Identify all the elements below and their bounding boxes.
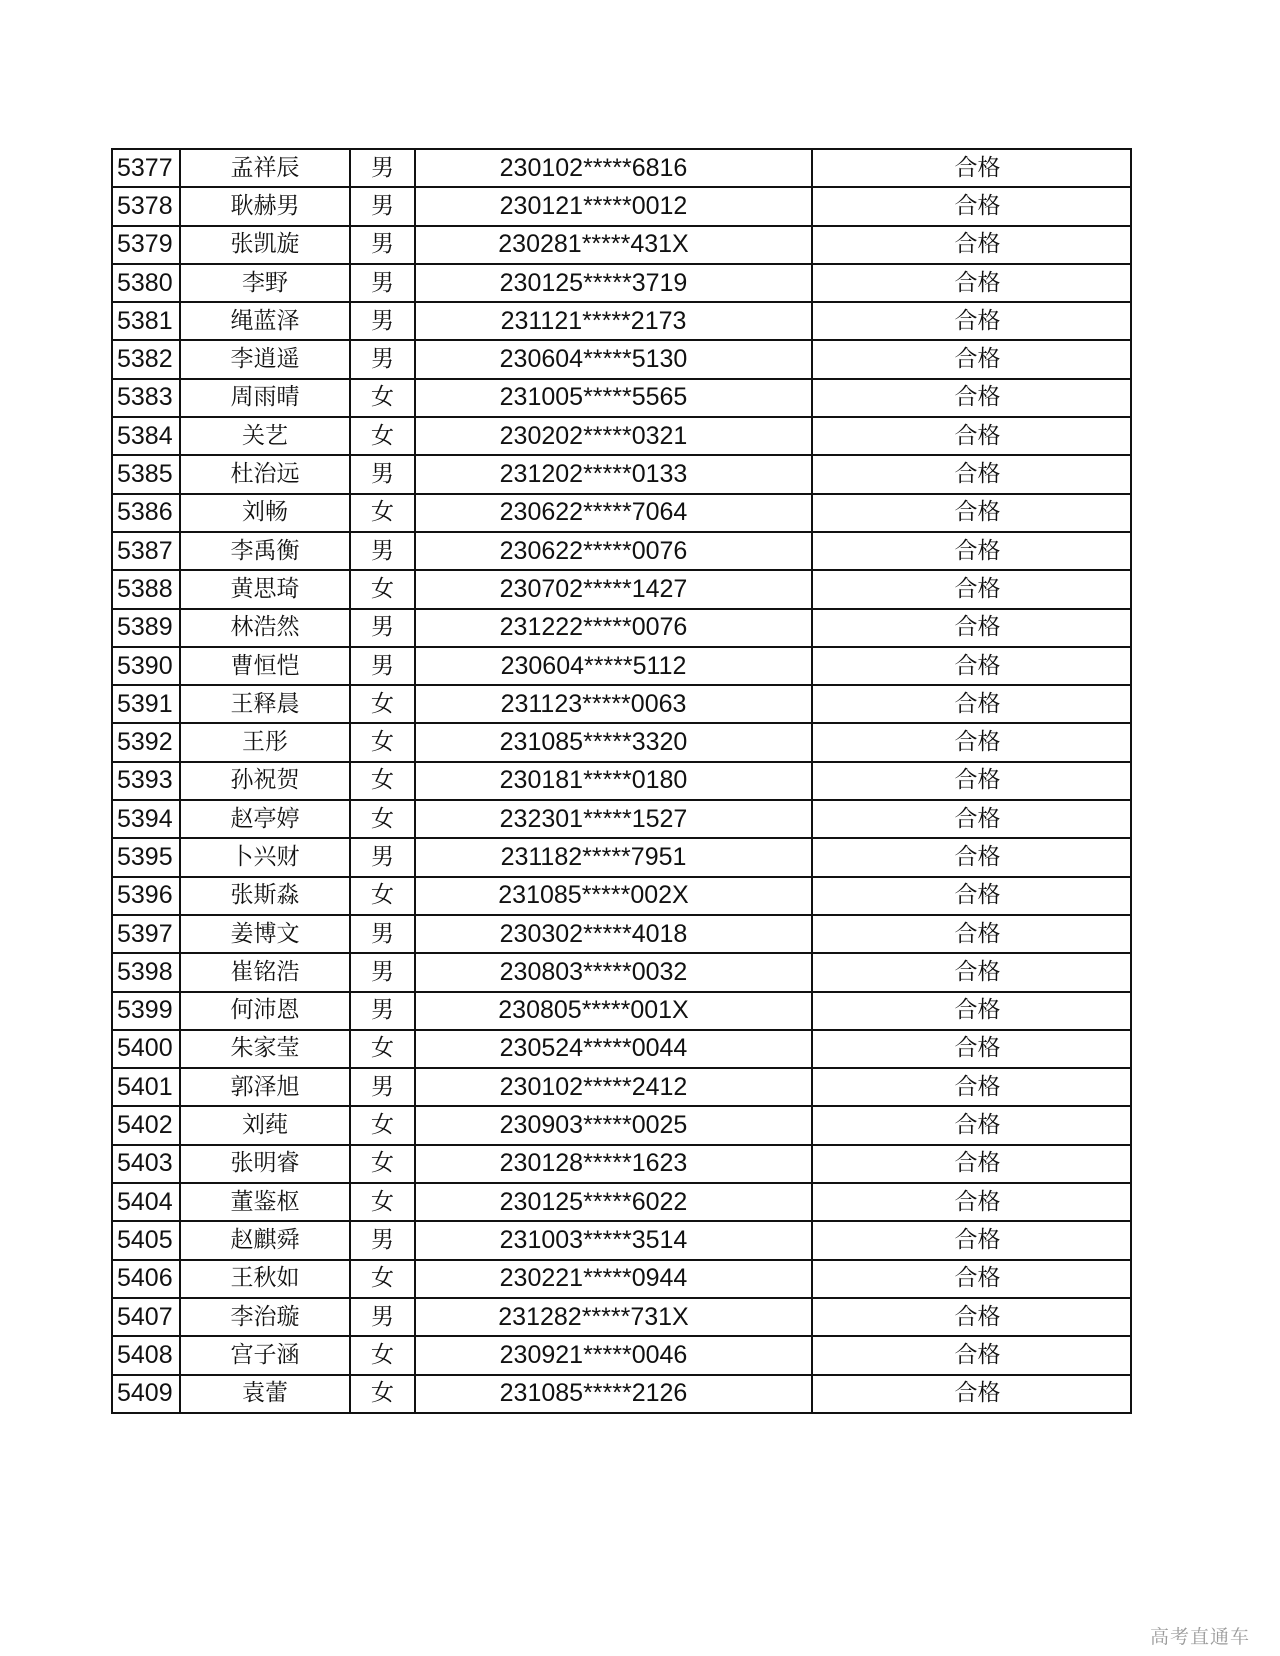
id-number: 230281*****431X — [415, 226, 812, 264]
result-status: 合格 — [812, 800, 1131, 838]
id-number: 231005*****5565 — [415, 379, 812, 417]
result-status: 合格 — [812, 302, 1131, 340]
row-number: 5407 — [112, 1298, 180, 1336]
row-number: 5397 — [112, 915, 180, 953]
result-status: 合格 — [812, 340, 1131, 378]
id-number: 230622*****0076 — [415, 532, 812, 570]
row-number: 5399 — [112, 992, 180, 1030]
gender-cell: 女 — [350, 1336, 415, 1374]
person-name: 绳蓝泽 — [180, 302, 350, 340]
person-name: 关艺 — [180, 417, 350, 455]
person-name: 张明睿 — [180, 1145, 350, 1183]
person-name: 杜治远 — [180, 455, 350, 493]
person-name: 李治璇 — [180, 1298, 350, 1336]
table-row — [112, 647, 1131, 685]
id-number: 230221*****0944 — [415, 1260, 812, 1298]
table-row — [112, 685, 1131, 723]
row-number: 5390 — [112, 647, 180, 685]
table-row — [112, 187, 1131, 225]
result-status: 合格 — [812, 149, 1131, 187]
table-row — [112, 379, 1131, 417]
id-number: 231123*****0063 — [415, 685, 812, 723]
gender-cell: 男 — [350, 149, 415, 187]
row-number: 5387 — [112, 532, 180, 570]
person-name: 朱家莹 — [180, 1030, 350, 1068]
gender-cell: 女 — [350, 1030, 415, 1068]
result-status: 合格 — [812, 609, 1131, 647]
id-number: 230604*****5130 — [415, 340, 812, 378]
result-status: 合格 — [812, 532, 1131, 570]
result-status: 合格 — [812, 992, 1131, 1030]
table-row — [112, 570, 1131, 608]
id-number: 231222*****0076 — [415, 609, 812, 647]
id-number: 230125*****3719 — [415, 264, 812, 302]
id-number: 230921*****0046 — [415, 1336, 812, 1374]
person-name: 董鉴枢 — [180, 1183, 350, 1221]
row-number: 5395 — [112, 838, 180, 876]
id-number: 231085*****2126 — [415, 1375, 812, 1413]
table-row — [112, 302, 1131, 340]
result-status: 合格 — [812, 1068, 1131, 1106]
table-row — [112, 1298, 1131, 1336]
gender-cell: 女 — [350, 1145, 415, 1183]
person-name: 孙祝贺 — [180, 762, 350, 800]
person-name: 姜博文 — [180, 915, 350, 953]
id-number: 231202*****0133 — [415, 455, 812, 493]
table-row — [112, 1068, 1131, 1106]
id-number: 232301*****1527 — [415, 800, 812, 838]
id-number: 230102*****2412 — [415, 1068, 812, 1106]
id-number: 230125*****6022 — [415, 1183, 812, 1221]
gender-cell: 男 — [350, 1298, 415, 1336]
gender-cell: 男 — [350, 532, 415, 570]
person-name: 郭泽旭 — [180, 1068, 350, 1106]
table-row — [112, 340, 1131, 378]
person-name: 王释晨 — [180, 685, 350, 723]
row-number: 5405 — [112, 1221, 180, 1259]
gender-cell: 男 — [350, 647, 415, 685]
gender-cell: 女 — [350, 379, 415, 417]
table-row — [112, 226, 1131, 264]
result-status: 合格 — [812, 1106, 1131, 1144]
row-number: 5378 — [112, 187, 180, 225]
row-number: 5401 — [112, 1068, 180, 1106]
id-number: 230805*****001X — [415, 992, 812, 1030]
result-status: 合格 — [812, 1145, 1131, 1183]
table-row — [112, 953, 1131, 991]
table-row — [112, 417, 1131, 455]
person-name: 刘畅 — [180, 494, 350, 532]
id-number: 230121*****0012 — [415, 187, 812, 225]
gender-cell: 男 — [350, 302, 415, 340]
person-name: 崔铭浩 — [180, 953, 350, 991]
person-name: 刘莼 — [180, 1106, 350, 1144]
result-status: 合格 — [812, 187, 1131, 225]
gender-cell: 女 — [350, 1183, 415, 1221]
person-name: 王彤 — [180, 723, 350, 761]
result-status: 合格 — [812, 953, 1131, 991]
person-name: 孟祥辰 — [180, 149, 350, 187]
table-row — [112, 1375, 1131, 1413]
result-status: 合格 — [812, 723, 1131, 761]
table-row — [112, 877, 1131, 915]
id-number: 230604*****5112 — [415, 647, 812, 685]
person-name: 张斯淼 — [180, 877, 350, 915]
gender-cell: 男 — [350, 992, 415, 1030]
gender-cell: 男 — [350, 609, 415, 647]
person-name: 赵麒舜 — [180, 1221, 350, 1259]
result-status: 合格 — [812, 570, 1131, 608]
row-number: 5386 — [112, 494, 180, 532]
row-number: 5384 — [112, 417, 180, 455]
id-number: 231182*****7951 — [415, 838, 812, 876]
result-status: 合格 — [812, 647, 1131, 685]
gender-cell: 男 — [350, 953, 415, 991]
row-number: 5394 — [112, 800, 180, 838]
row-number: 5392 — [112, 723, 180, 761]
result-status: 合格 — [812, 762, 1131, 800]
id-number: 230903*****0025 — [415, 1106, 812, 1144]
row-number: 5408 — [112, 1336, 180, 1374]
id-number: 230181*****0180 — [415, 762, 812, 800]
table-row — [112, 838, 1131, 876]
gender-cell: 女 — [350, 1106, 415, 1144]
table-row — [112, 915, 1131, 953]
table-row — [112, 1030, 1131, 1068]
gender-cell: 男 — [350, 838, 415, 876]
result-status: 合格 — [812, 1260, 1131, 1298]
result-status: 合格 — [812, 226, 1131, 264]
row-number: 5383 — [112, 379, 180, 417]
table-row — [112, 455, 1131, 493]
result-status: 合格 — [812, 1336, 1131, 1374]
table-row — [112, 494, 1131, 532]
row-number: 5404 — [112, 1183, 180, 1221]
result-status: 合格 — [812, 379, 1131, 417]
row-number: 5379 — [112, 226, 180, 264]
table-row — [112, 1145, 1131, 1183]
result-status: 合格 — [812, 1298, 1131, 1336]
result-status: 合格 — [812, 494, 1131, 532]
person-name: 耿赫男 — [180, 187, 350, 225]
id-number: 230803*****0032 — [415, 953, 812, 991]
table-row — [112, 532, 1131, 570]
table-row — [112, 1260, 1131, 1298]
id-number: 231085*****002X — [415, 877, 812, 915]
table-row — [112, 992, 1131, 1030]
watermark-text: 高考直通车 — [1149, 1626, 1250, 1648]
person-name: 袁蕾 — [180, 1375, 350, 1413]
row-number: 5396 — [112, 877, 180, 915]
row-number: 5377 — [112, 149, 180, 187]
row-number: 5403 — [112, 1145, 180, 1183]
gender-cell: 女 — [350, 570, 415, 608]
gender-cell: 男 — [350, 1068, 415, 1106]
gender-cell: 男 — [350, 455, 415, 493]
person-name: 李野 — [180, 264, 350, 302]
id-number: 230622*****7064 — [415, 494, 812, 532]
table-row — [112, 1221, 1131, 1259]
roster-table — [111, 148, 1132, 1414]
id-number: 231282*****731X — [415, 1298, 812, 1336]
gender-cell: 女 — [350, 494, 415, 532]
person-name: 王秋如 — [180, 1260, 350, 1298]
person-name: 李逍遥 — [180, 340, 350, 378]
person-name: 张凯旋 — [180, 226, 350, 264]
row-number: 5389 — [112, 609, 180, 647]
result-status: 合格 — [812, 1183, 1131, 1221]
table-row — [112, 1106, 1131, 1144]
person-name: 周雨晴 — [180, 379, 350, 417]
person-name: 李禹衡 — [180, 532, 350, 570]
row-number: 5382 — [112, 340, 180, 378]
result-status: 合格 — [812, 264, 1131, 302]
row-number: 5388 — [112, 570, 180, 608]
row-number: 5380 — [112, 264, 180, 302]
gender-cell: 女 — [350, 762, 415, 800]
result-status: 合格 — [812, 455, 1131, 493]
person-name: 卜兴财 — [180, 838, 350, 876]
id-number: 231085*****3320 — [415, 723, 812, 761]
row-number: 5402 — [112, 1106, 180, 1144]
result-status: 合格 — [812, 1375, 1131, 1413]
row-number: 5406 — [112, 1260, 180, 1298]
table-row — [112, 1183, 1131, 1221]
row-number: 5400 — [112, 1030, 180, 1068]
result-status: 合格 — [812, 1030, 1131, 1068]
person-name: 曹恒恺 — [180, 647, 350, 685]
row-number: 5393 — [112, 762, 180, 800]
id-number: 230128*****1623 — [415, 1145, 812, 1183]
row-number: 5398 — [112, 953, 180, 991]
table-row — [112, 264, 1131, 302]
gender-cell: 女 — [350, 1375, 415, 1413]
result-status: 合格 — [812, 915, 1131, 953]
row-number: 5409 — [112, 1375, 180, 1413]
result-status: 合格 — [812, 685, 1131, 723]
gender-cell: 男 — [350, 187, 415, 225]
gender-cell: 男 — [350, 264, 415, 302]
gender-cell: 女 — [350, 685, 415, 723]
row-number: 5381 — [112, 302, 180, 340]
gender-cell: 女 — [350, 1260, 415, 1298]
gender-cell: 女 — [350, 723, 415, 761]
gender-cell: 男 — [350, 340, 415, 378]
person-name: 黄思琦 — [180, 570, 350, 608]
result-status: 合格 — [812, 417, 1131, 455]
person-name: 赵亭婷 — [180, 800, 350, 838]
table-row — [112, 762, 1131, 800]
row-number: 5385 — [112, 455, 180, 493]
gender-cell: 男 — [350, 915, 415, 953]
table-row — [112, 609, 1131, 647]
id-number: 231003*****3514 — [415, 1221, 812, 1259]
gender-cell: 女 — [350, 877, 415, 915]
gender-cell: 男 — [350, 1221, 415, 1259]
id-number: 230202*****0321 — [415, 417, 812, 455]
result-status: 合格 — [812, 877, 1131, 915]
gender-cell: 男 — [350, 226, 415, 264]
table-row — [112, 800, 1131, 838]
table-row — [112, 1336, 1131, 1374]
result-status: 合格 — [812, 838, 1131, 876]
gender-cell: 女 — [350, 417, 415, 455]
row-number: 5391 — [112, 685, 180, 723]
person-name: 宫子涵 — [180, 1336, 350, 1374]
table-row — [112, 149, 1131, 187]
id-number: 230702*****1427 — [415, 570, 812, 608]
roster-body — [112, 149, 1131, 1413]
result-status: 合格 — [812, 1221, 1131, 1259]
id-number: 230524*****0044 — [415, 1030, 812, 1068]
person-name: 林浩然 — [180, 609, 350, 647]
id-number: 230302*****4018 — [415, 915, 812, 953]
gender-cell: 女 — [350, 800, 415, 838]
table-row — [112, 723, 1131, 761]
id-number: 230102*****6816 — [415, 149, 812, 187]
person-name: 何沛恩 — [180, 992, 350, 1030]
id-number: 231121*****2173 — [415, 302, 812, 340]
